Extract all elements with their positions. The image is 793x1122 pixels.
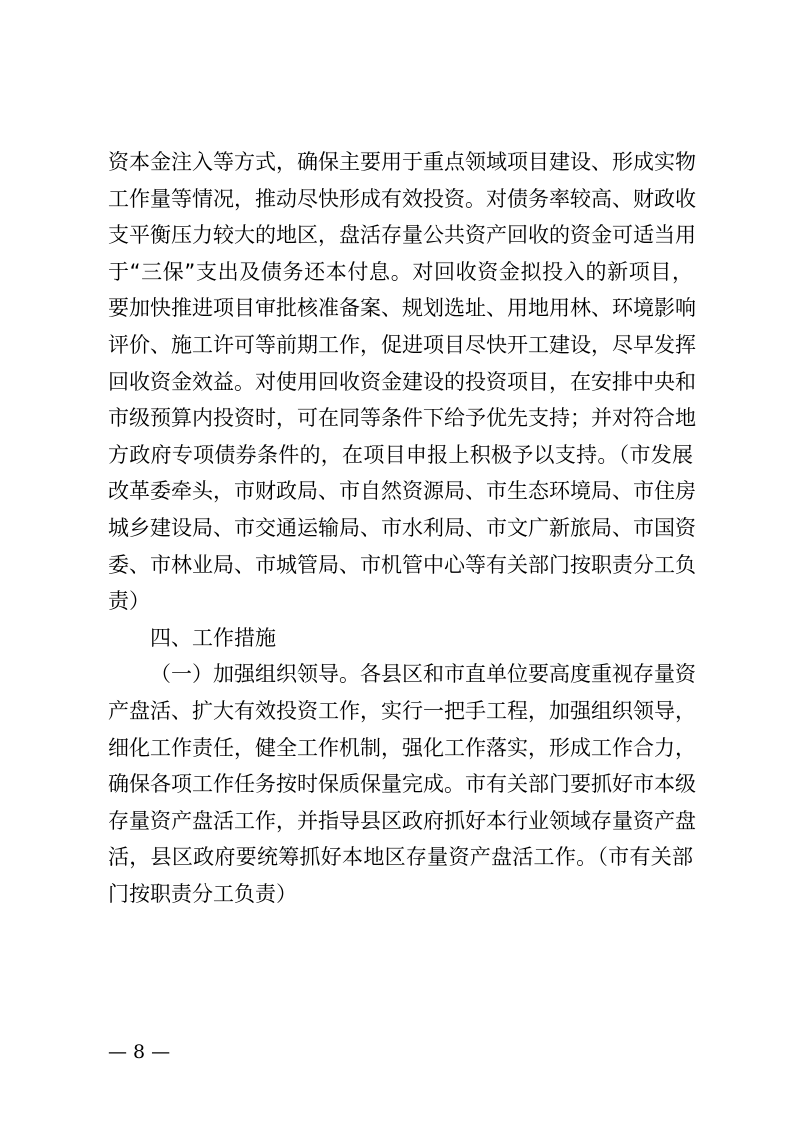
page-number: — 8 — (108, 1041, 171, 1063)
text-line: 产盘活、扩大有效投资工作，实行一把手工程，加强组织领导， (108, 698, 696, 723)
text-line: 存量资产盘活工作，并指导县区政府抓好本行业领域存量资产盘 (108, 808, 696, 833)
text-line: 委、市林业局、市城管局、市机管中心等有关部门按职责分工负 (108, 552, 696, 577)
text-line: 门按职责分工负责） (108, 881, 297, 906)
text-line: 支平衡压力较大的地区，盘活存量公共资产回收的资金可适当用 (108, 223, 696, 248)
text-line: 于“三保”支出及债务还本付息。对回收资金拟投入的新项目， (108, 259, 693, 284)
text-line: 细化工作责任，健全工作机制，强化工作落实，形成工作合力， (108, 735, 696, 760)
body-text (108, 144, 696, 912)
text-line: 资本金注入等方式，确保主要用于重点领域项目建设、形成实物 (108, 150, 696, 174)
text-line: 评价、施工许可等前期工作，促进项目尽快开工建设，尽早发挥 (108, 332, 696, 357)
text-line: 活，县区政府要统筹抓好本地区存量资产盘活工作。（市有关部 (108, 845, 693, 870)
text-line: 市级预算内投资时，可在同等条件下给予优先支持；并对符合地 (108, 406, 696, 431)
text-line: 回收资金效益。对使用回收资金建设的投资项目，在安排中央和 (108, 369, 696, 394)
text-line: 确保各项工作任务按时保质保量完成。市有关部门要抓好市本级 (108, 772, 696, 797)
section-heading: 四、工作措施 (150, 625, 276, 650)
text-line: 要加快推进项目审批核准备案、规划选址、用地用林、环境影响 (108, 296, 696, 321)
text-line: 工作量等情况，推动尽快形成有效投资。对债务率较高、财政收 (108, 186, 696, 211)
text-line: 改革委牵头，市财政局、市自然资源局、市生态环境局、市住房 (108, 479, 696, 504)
text-line: 城乡建设局、市交通运输局、市水利局、市文广新旅局、市国资 (108, 515, 696, 540)
text-line: 方政府专项债券条件的，在项目申报上积极予以支持。（市发展 (108, 442, 693, 467)
text-line: 责） (108, 589, 150, 614)
text-line: （一）加强组织领导。各县区和市直单位要高度重视存量资 (150, 662, 696, 687)
